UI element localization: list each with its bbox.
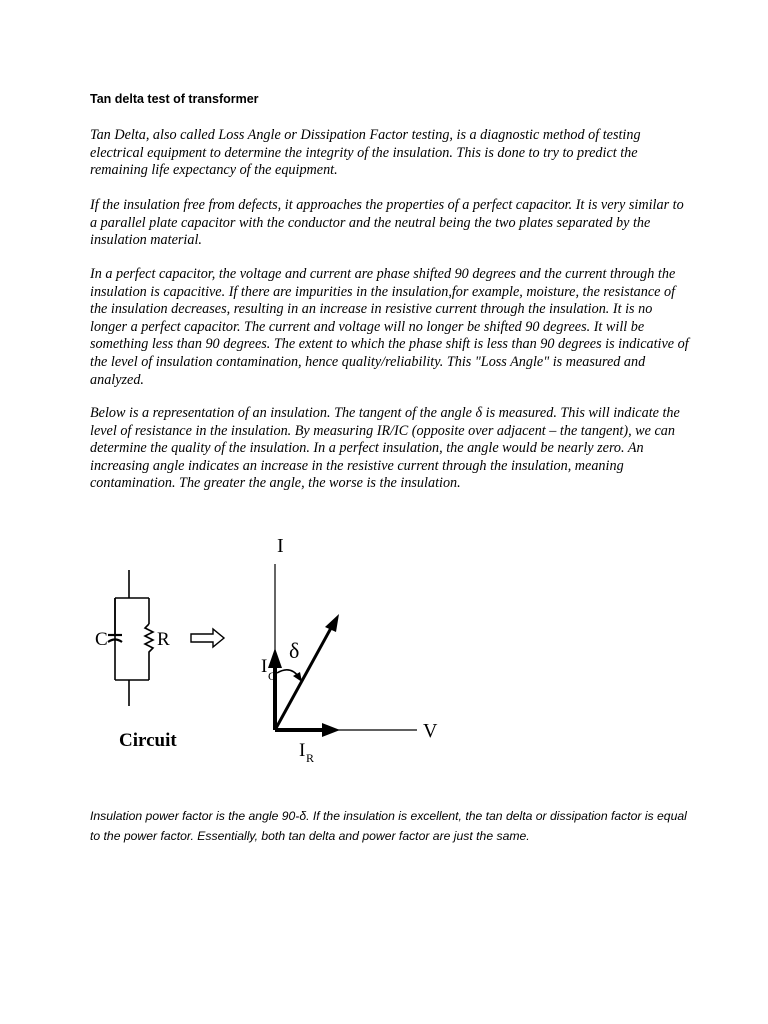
figure-caption: Insulation power factor is the angle 90-δ. If the insulation is excellent, the tan delta or dissipation factor is equal to the power factor. Essentially, both tan delta and power factor are just the same. (90, 809, 687, 843)
ir-label: I (299, 740, 306, 761)
paragraph-phase-shift: In a perfect capacitor, the voltage and current are phase shifted 90 degrees and the current through the insulation is capacitive. If there are impurities in the insulation,for example, moisture, the resistance of the insulation decreases, resulting in an increase in resistive current through the insulation. It is no longer a perfect capacitor. The current and voltage will no longer be shifted 90 degrees. It will be something less than 90 degrees. The extent to which the phase shift is less than 90 degrees is indicative of the level of insulation contamination, hence quality/reliability. This "Loss Angle" is measured and analyzed. (90, 266, 689, 388)
ic-label: I (261, 656, 268, 677)
current-arrowhead (325, 614, 339, 632)
angle-arc-arrowhead (293, 672, 302, 682)
ic-subscript: C (268, 669, 277, 683)
circuit-c-label: C (95, 629, 108, 650)
paragraph-tangent: Below is a representation of an insulation. The tangent of the angle δ is measured. This will indicate the level of resistance in the insulation. By measuring IR/IC (opposite over adjacent – the tangent), we can determine the quality of the insulation. In a perfect insulation, the angle would be nearly zero. An increasing angle indicates an increase in the resistive current through the insulation, meaning contamination. The greater the angle, the worse is the insulation. (90, 405, 680, 492)
document-title: Tan delta test of transformer (90, 92, 259, 106)
axis-i-label: I (277, 535, 284, 557)
paragraph-perfect-capacitor: If the insulation free from defects, it approaches the properties of a perfect capacitor. It is very similar to a parallel plate capacitor with the conductor and the neutral being the two plates separated by the insulation material. (90, 197, 684, 249)
ir-arrowhead (322, 723, 340, 737)
paragraph-definition: Tan Delta, also called Loss Angle or Dissipation Factor testing, is a diagnostic method of testing electrical equipment to determine the integrity of the insulation. This is done to try to predict the remaining life expectancy of the equipment. (90, 127, 641, 179)
tan-delta-diagram (95, 530, 455, 770)
circuit-caption: Circuit (119, 730, 177, 751)
circuit-r-label: R (157, 629, 170, 650)
ic-arrowhead (268, 648, 282, 668)
delta-label: δ (289, 638, 300, 663)
ir-subscript: R (306, 751, 315, 765)
axis-v-label: V (423, 720, 438, 742)
